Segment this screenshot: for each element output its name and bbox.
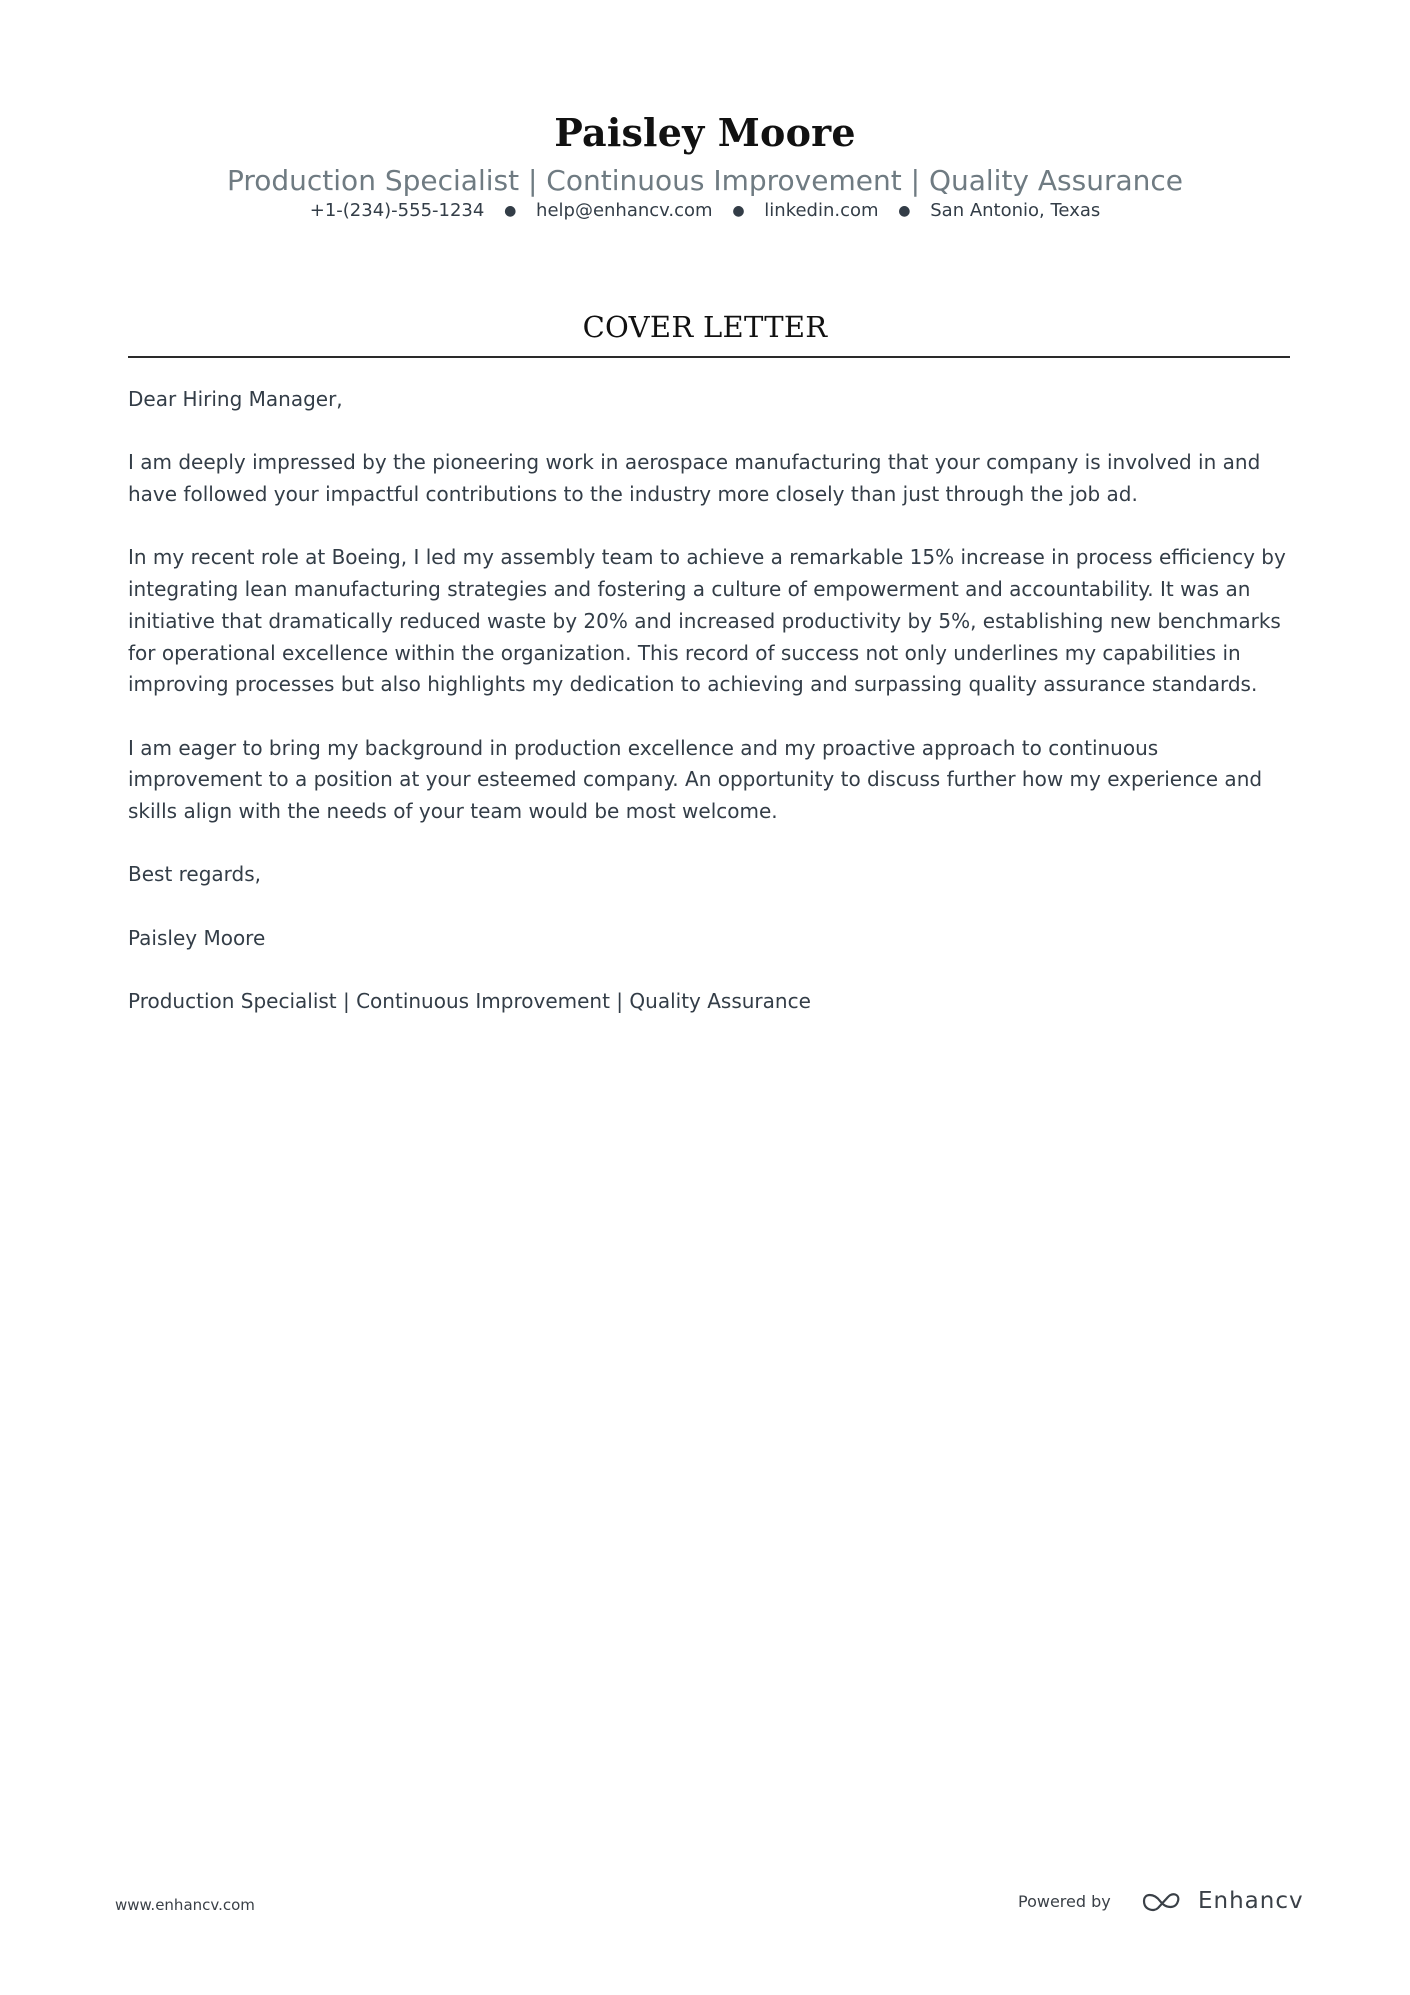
letter-closing: Best regards, (128, 862, 262, 887)
contact-phone: +1-(234)-555-1234 (309, 200, 485, 221)
section-divider (128, 356, 1290, 358)
separator-dot: ● (732, 203, 745, 219)
contact-email[interactable]: help@enhancv.com (536, 200, 713, 221)
letter-paragraph: I am eager to bring my background in production excellence and my proactive approach to continuous improvement to a position at your esteemed company. An opportunity to discuss further how my experience and skills align with the needs of your team would be most welcome. (128, 735, 1263, 824)
signature-title: Production Specialist | Continuous Improvement | Quality Assurance (128, 989, 811, 1014)
enhancv-logo-icon (1138, 1888, 1186, 1914)
signature-name: Paisley Moore (128, 925, 266, 950)
letter-body (128, 384, 1290, 1050)
separator-dot: ● (898, 203, 911, 219)
footer-website[interactable]: www.enhancv.com (115, 1896, 255, 1914)
candidate-headline: Production Specialist | Continuous Improvement | Quality Assurance (226, 164, 1184, 197)
contact-location: San Antonio, Texas (930, 200, 1101, 221)
contact-line (0, 199, 1410, 223)
brand-logo[interactable] (1138, 1885, 1304, 1917)
brand-name: Enhancv (1198, 1888, 1304, 1914)
contact-linkedin[interactable]: linkedin.com (764, 200, 879, 221)
separator-dot: ● (504, 203, 517, 219)
candidate-name: Paisley Moore (554, 110, 856, 155)
letter-paragraph: I am deeply impressed by the pioneering work in aerospace manufacturing that your company is involved in and have followed your impactful contributions to the industry more closely than just through the job ad. (128, 450, 1261, 507)
letter-paragraph: In my recent role at Boeing, I led my assembly team to achieve a remarkable 15% increase in process efficiency by integrating lean manufacturing strategies and fostering a culture of empowerment and accountability. It was an initiative that dramatically reduced waste by 20% and increased productivity by 5%, establishing new benchmarks for operational excellence within the organization. This record of success not only underlines my capabilities in improving processes but also highlights my dedication to achieving and surpassing quality assurance standards. (128, 545, 1286, 697)
letter-greeting: Dear Hiring Manager, (128, 387, 343, 411)
powered-by-label: Powered by (1018, 1892, 1111, 1911)
section-title: COVER LETTER (582, 310, 828, 344)
